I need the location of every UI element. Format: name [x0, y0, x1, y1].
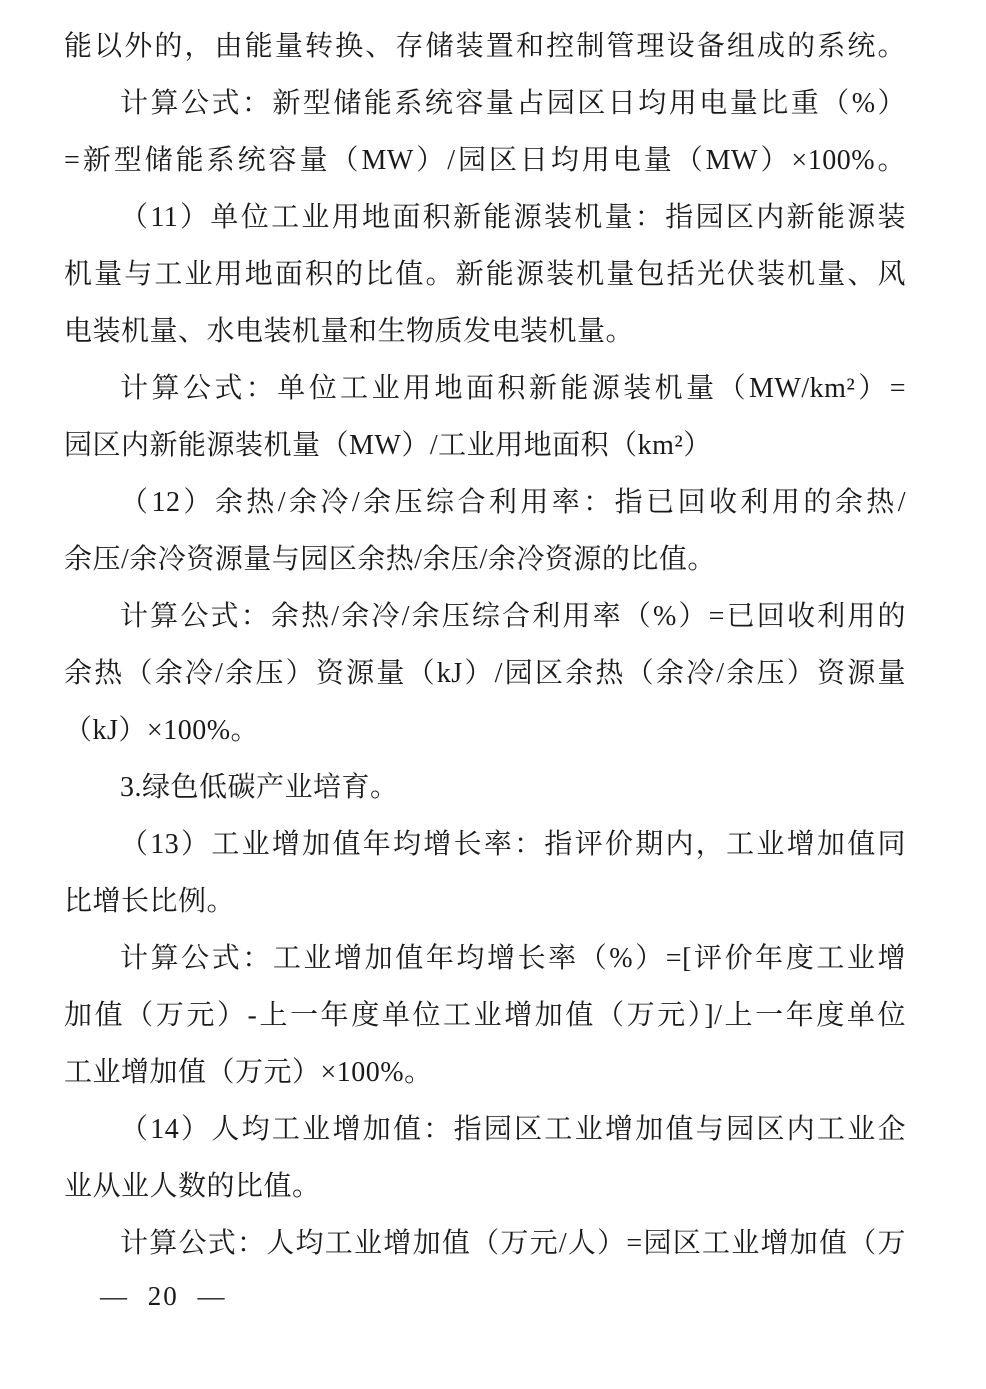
text-line: 园区内新能源装机量（MW）/工业用地面积（km²）	[64, 430, 712, 461]
text-line: 电装机量、水电装机量和生物质发电装机量。	[64, 316, 635, 347]
text-line: （12）余热/余冷/余压综合利用率：指已回收利用的余热/	[120, 487, 906, 518]
text-line: （13）工业增加值年均增长率：指评价期内，工业增加值同	[120, 829, 906, 860]
text-line: 加值（万元）-上一年度单位工业增加值（万元）]/上一年度单位	[64, 1000, 906, 1031]
text-line: 3.绿色低碳产业培育。	[120, 772, 399, 803]
text-line: （kJ）×100%。	[64, 715, 260, 746]
text-line: （11）单位工业用地面积新能源装机量：指园区内新能源装	[120, 202, 906, 233]
text-line: 计算公式：新型储能系统容量占园区日均用电量比重（%）	[120, 88, 906, 119]
document-body	[64, 18, 906, 1272]
text-line: （14）人均工业增加值：指园区工业增加值与园区内工业企	[120, 1114, 906, 1145]
text-line: 计算公式：单位工业用地面积新能源装机量（MW/km²）=	[120, 373, 906, 404]
text-line: =新型储能系统容量（MW）/园区日均用电量（MW）×100%。	[64, 145, 906, 176]
text-line: 计算公式：人均工业增加值（万元/人）=园区工业增加值（万	[120, 1228, 906, 1259]
text-line: 计算公式：余热/余冷/余压综合利用率（%）=已回收利用的	[120, 601, 906, 632]
text-line: 计算公式：工业增加值年均增长率（%）=[评价年度工业增	[120, 943, 906, 974]
text-line: 余压/余冷资源量与园区余热/余压/余冷资源的比值。	[64, 544, 716, 575]
text-line: 业从业人数的比值。	[64, 1171, 321, 1202]
text-line: 余热（余冷/余压）资源量（kJ）/园区余热（余冷/余压）资源量	[64, 658, 906, 689]
text-line: 机量与工业用地面积的比值。新能源装机量包括光伏装机量、风	[64, 259, 906, 290]
page-number: — 20 —	[100, 1281, 227, 1311]
text-line: 能以外的，由能量转换、存储装置和控制管理设备组成的系统。	[64, 31, 906, 62]
text-line: 比增长比例。	[64, 886, 236, 917]
text-line: 工业增加值（万元）×100%。	[64, 1057, 433, 1088]
